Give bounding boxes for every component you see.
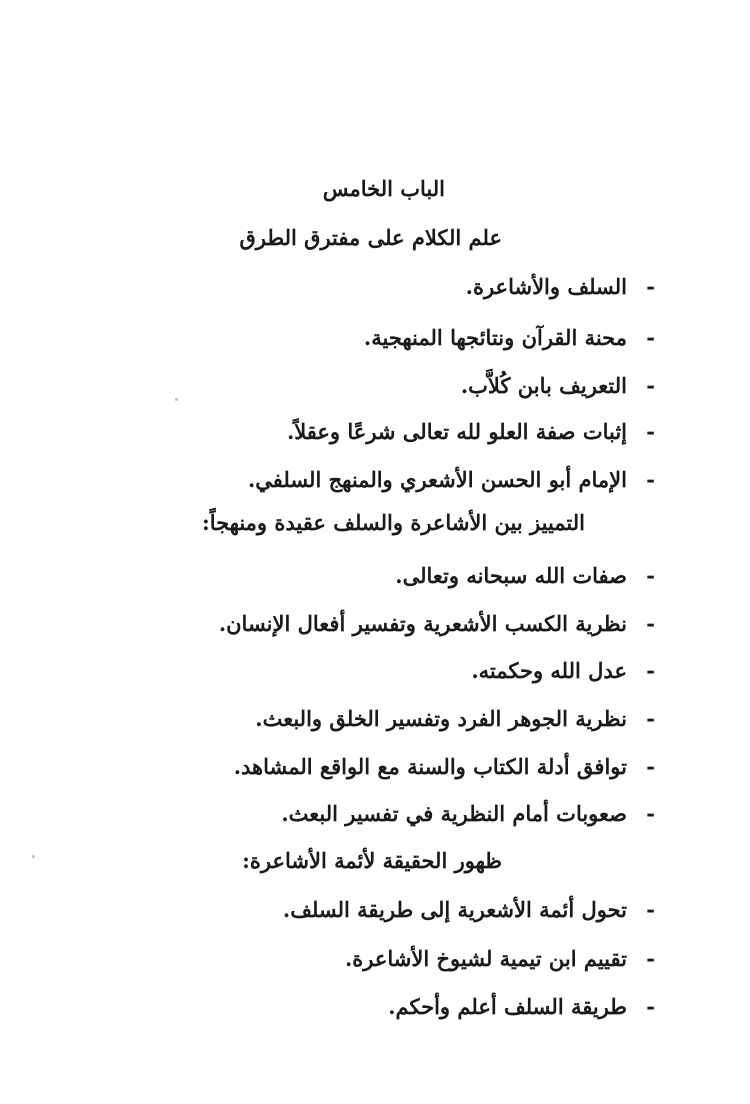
list-dash: - [646,706,655,731]
chapter-subtitle: علم الكلام على مفترق الطرق [239,225,502,250]
list-item-text: عدل الله وحكمته. [471,658,627,683]
list-item-text: توافق أدلة الكتاب والسنة مع الواقع المشاهد. [233,754,627,779]
list-item-text: صعوبات أمام النظرية في تفسير البعث. [281,801,627,826]
list-item-text: نظرية الكسب الأشعرية وتفسير أفعال الإنسان. [218,611,627,636]
list-item-text: صفات الله سبحانه وتعالى. [395,563,627,588]
list-dash: - [646,897,655,922]
list-item [248,467,655,492]
list-item-text: السلف والأشاعرة. [465,274,627,299]
list-dash: - [646,994,655,1019]
list-item [471,658,655,683]
section-heading: التمييز بين الأشاعرة والسلف عقيدة ومنهجاً: [201,510,585,535]
list-item-text: نظرية الجوهر الفرد وتفسير الخلق والبعث. [255,706,627,731]
list-item-text: تحول أئمة الأشعرية إلى طريقة السلف. [282,897,627,922]
list-item [234,754,655,779]
list-item [461,373,655,398]
list-dash: - [646,801,655,826]
list-item [255,706,655,731]
list-item [345,946,655,971]
list-dash: - [646,563,655,588]
chapter-title: الباب الخامس [322,176,445,201]
list-item [283,897,655,922]
list-dash: - [646,946,655,971]
list-item [364,325,655,350]
list-item-text: الإمام أبو الحسن الأشعري والمنهج السلفي. [247,467,627,492]
list-dash: - [646,658,655,683]
list-item [281,801,655,826]
section-heading: ظهور الحقيقة لأئمة الأشاعرة: [242,848,502,873]
list-item [287,419,655,444]
list-dash: - [646,754,655,779]
scan-speck [175,398,178,401]
list-item-text: محنة القرآن ونتائجها المنهجية. [363,325,627,350]
list-item-text: تقييم ابن تيمية لشيوخ الأشاعرة. [344,946,627,971]
list-item-text: طريقة السلف أعلم وأحكم. [388,994,627,1019]
list-item [219,611,655,636]
list-item [388,994,655,1019]
list-item [395,563,655,588]
list-dash: - [646,419,655,444]
list-dash: - [646,325,655,350]
list-item [466,274,655,299]
scan-speck [32,855,35,858]
list-dash: - [646,274,655,299]
list-item-text: التعريف بابن كُلاَّب. [460,373,627,398]
list-dash: - [646,467,655,492]
list-dash: - [646,373,655,398]
list-item-text: إثبات صفة العلو لله تعالى شرعًا وعقلاً. [286,419,627,444]
list-dash: - [646,611,655,636]
